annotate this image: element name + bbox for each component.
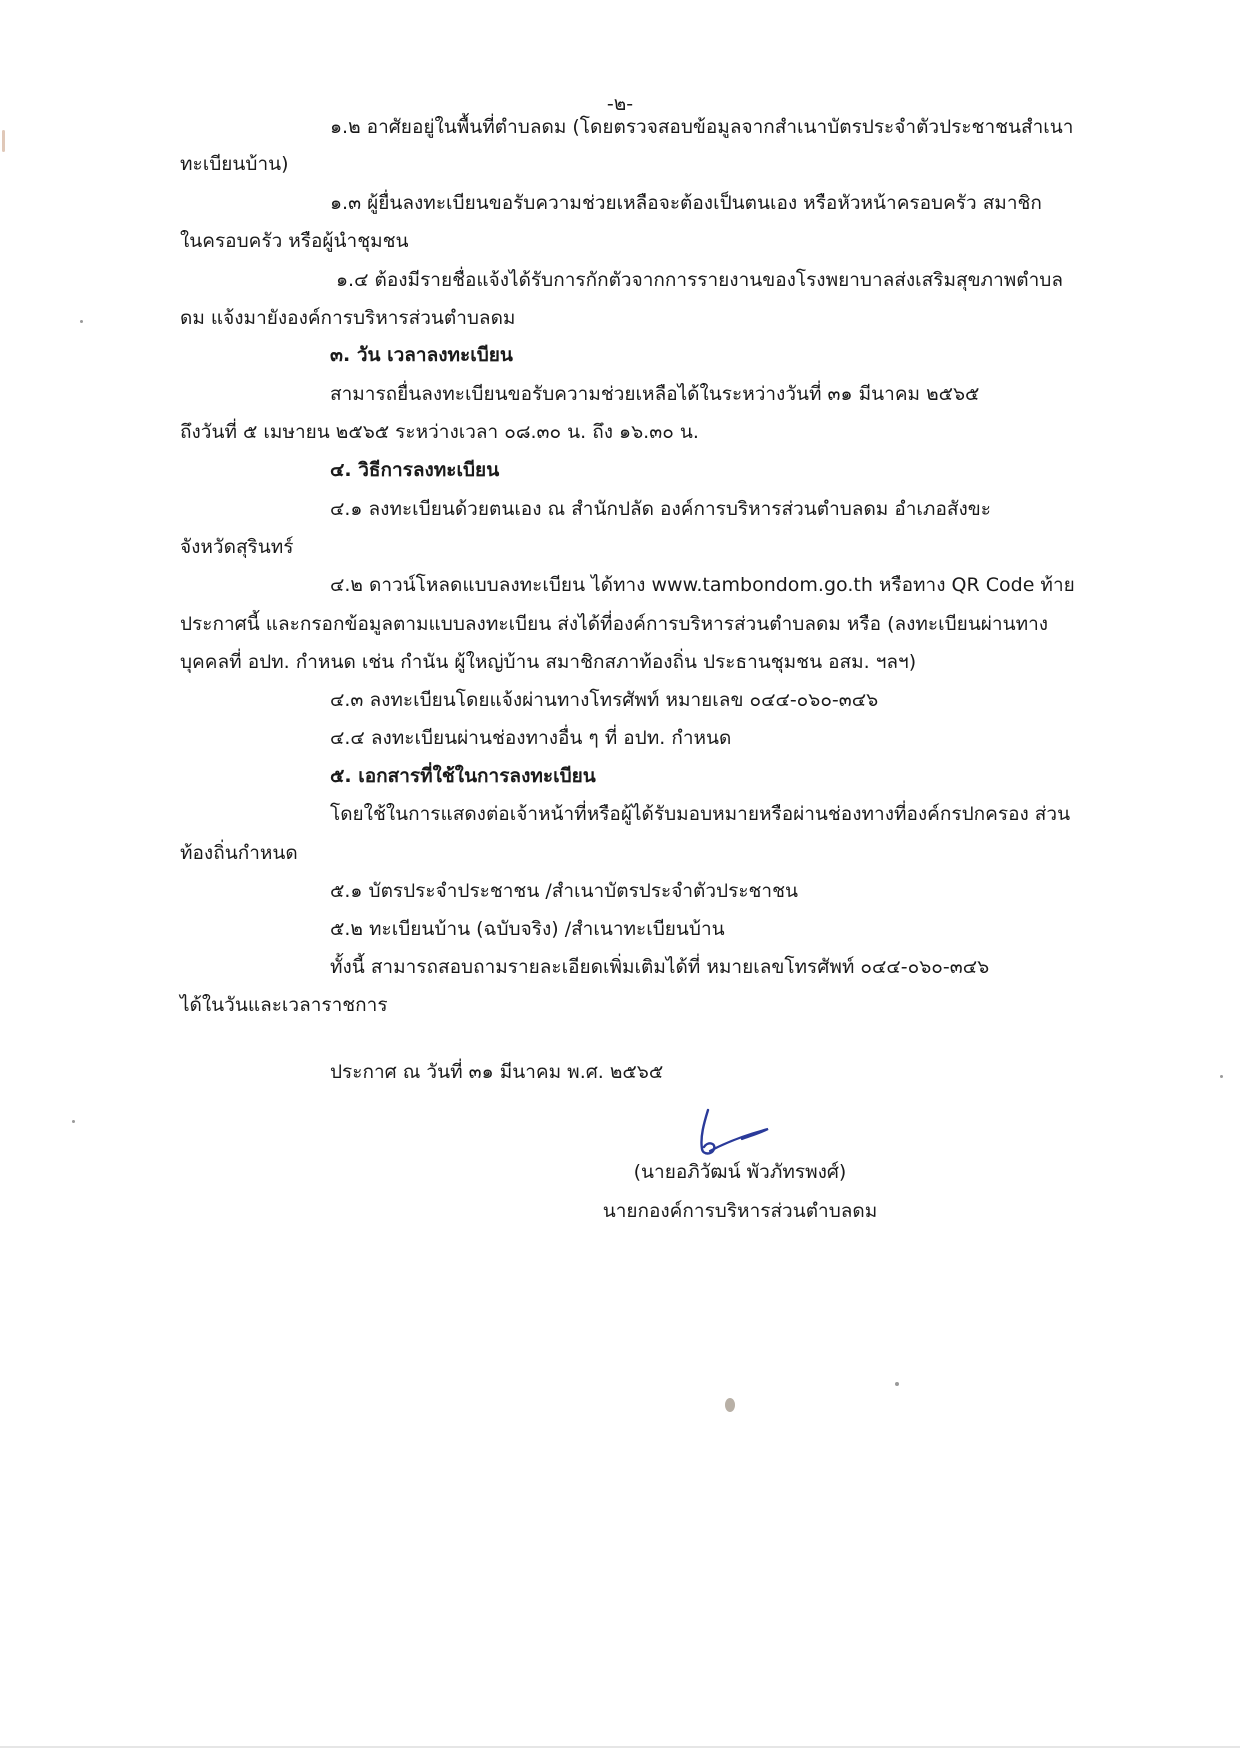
section-5-line-1: โดยใช้ในการแสดงต่อเจ้าหน้าที่หรือผู้ได้รับมอบหมายหรือผ่านช่องทางที่องค์กรปกครอง ส่วน bbox=[330, 803, 1071, 825]
section-5-line-2: ท้องถิ่นกำหนด bbox=[180, 842, 298, 864]
item-4-2-line-2: ประกาศนี้ และกรอกข้อมูลตามแบบลงทะเบียน ส่งได้ที่องค์การบริหารส่วนตำบลดม หรือ (ลงทะเบียนผ่านทาง bbox=[180, 613, 1049, 635]
scan-speck bbox=[80, 320, 83, 323]
item-1-2-line-1: ๑.๒ อาศัยอยู่ในพื้นที่ตำบลดม (โดยตรวจสอบข้อมูลจากสำเนาบัตรประจำตัวประชาชนสำเนา bbox=[330, 116, 1074, 138]
item-4-3: ๔.๓ ลงทะเบียนโดยแจ้งผ่านทางโทรศัพท์ หมายเลข ๐๔๔-๐๖๐-๓๔๖ bbox=[330, 689, 879, 711]
scan-speck bbox=[895, 1382, 899, 1386]
item-5-2: ๕.๒ ทะเบียนบ้าน (ฉบับจริง) /สำเนาทะเบียนบ้าน bbox=[330, 918, 725, 940]
signer-name: (นายอภิวัฒน์ พัวภัทรพงศ์) bbox=[633, 1161, 847, 1183]
handwritten-signature bbox=[690, 1105, 780, 1165]
item-1-3-line-2: ในครอบครัว หรือผู้นำชุมชน bbox=[180, 230, 409, 252]
scan-speck bbox=[72, 1120, 75, 1123]
announcement-date: ประกาศ ณ วันที่ ๓๑ มีนาคม พ.ศ. ๒๕๖๕ bbox=[330, 1061, 664, 1083]
signer-position: นายกองค์การบริหารส่วนตำบลดม bbox=[602, 1200, 878, 1222]
contact-line-2: ได้ในวันและเวลาราชการ bbox=[180, 994, 388, 1016]
item-1-3-line-1: ๑.๓ ผู้ยื่นลงทะเบียนขอรับความช่วยเหลือจะต้องเป็นตนเอง หรือหัวหน้าครอบครัว สมาชิก bbox=[330, 192, 1042, 214]
item-4-4: ๔.๔ ลงทะเบียนผ่านช่องทางอื่น ๆ ที่ อปท. กำหนด bbox=[330, 727, 732, 749]
item-1-4-line-2: ดม แจ้งมายังองค์การบริหารส่วนตำบลดม bbox=[180, 307, 516, 329]
scan-bottom-edge bbox=[0, 1746, 1240, 1748]
item-4-2-line-3: บุคคลที่ อปท. กำหนด เช่น กำนัน ผู้ใหญ่บ้าน สมาชิกสภาท้องถิ่น ประธานชุมชน อสม. ฯลฯ) bbox=[180, 651, 917, 673]
section-3-line-2: ถึงวันที่ ๕ เมษายน ๒๕๖๕ ระหว่างเวลา ๐๘.๓๐ น. ถึง ๑๖.๓๐ น. bbox=[180, 421, 699, 443]
scan-smudge bbox=[725, 1398, 735, 1412]
section-4-heading: ๔. วิธีการลงทะเบียน bbox=[330, 459, 500, 481]
page-number: -๒- bbox=[606, 93, 634, 115]
section-3-line-1: สามารถยื่นลงทะเบียนขอรับความช่วยเหลือได้ในระหว่างวันที่ ๓๑ มีนาคม ๒๕๖๕ bbox=[330, 383, 980, 405]
item-4-1-line-2: จังหวัดสุรินทร์ bbox=[180, 536, 294, 558]
item-4-2-line-1: ๔.๒ ดาวน์โหลดแบบลงทะเบียน ได้ทาง www.tambondom.go.th หรือทาง QR Code ท้าย bbox=[330, 574, 1075, 596]
scan-speck bbox=[1220, 1075, 1223, 1078]
item-1-4-line-1: ๑.๔ ต้องมีรายชื่อแจ้งได้รับการกักตัวจากการรายงานของโรงพยาบาลส่งเสริมสุขภาพตำบล bbox=[336, 269, 1063, 291]
item-5-1: ๕.๑ บัตรประจำประชาชน /สำเนาบัตรประจำตัวประชาชน bbox=[330, 880, 798, 902]
contact-line-1: ทั้งนี้ สามารถสอบถามรายละเอียดเพิ่มเติมได้ที่ หมายเลขโทรศัพท์ ๐๔๔-๐๖๐-๓๔๖ bbox=[330, 956, 990, 978]
section-3-heading: ๓. วัน เวลาลงทะเบียน bbox=[330, 344, 513, 366]
section-5-heading: ๕. เอกสารที่ใช้ในการลงทะเบียน bbox=[330, 765, 596, 787]
item-1-2-line-2: ทะเบียนบ้าน) bbox=[180, 153, 289, 175]
scan-edge-mark bbox=[2, 130, 5, 152]
item-4-1-line-1: ๔.๑ ลงทะเบียนด้วยตนเอง ณ สำนักปลัด องค์การบริหารส่วนตำบลดม อำเภอสังขะ bbox=[330, 498, 991, 520]
